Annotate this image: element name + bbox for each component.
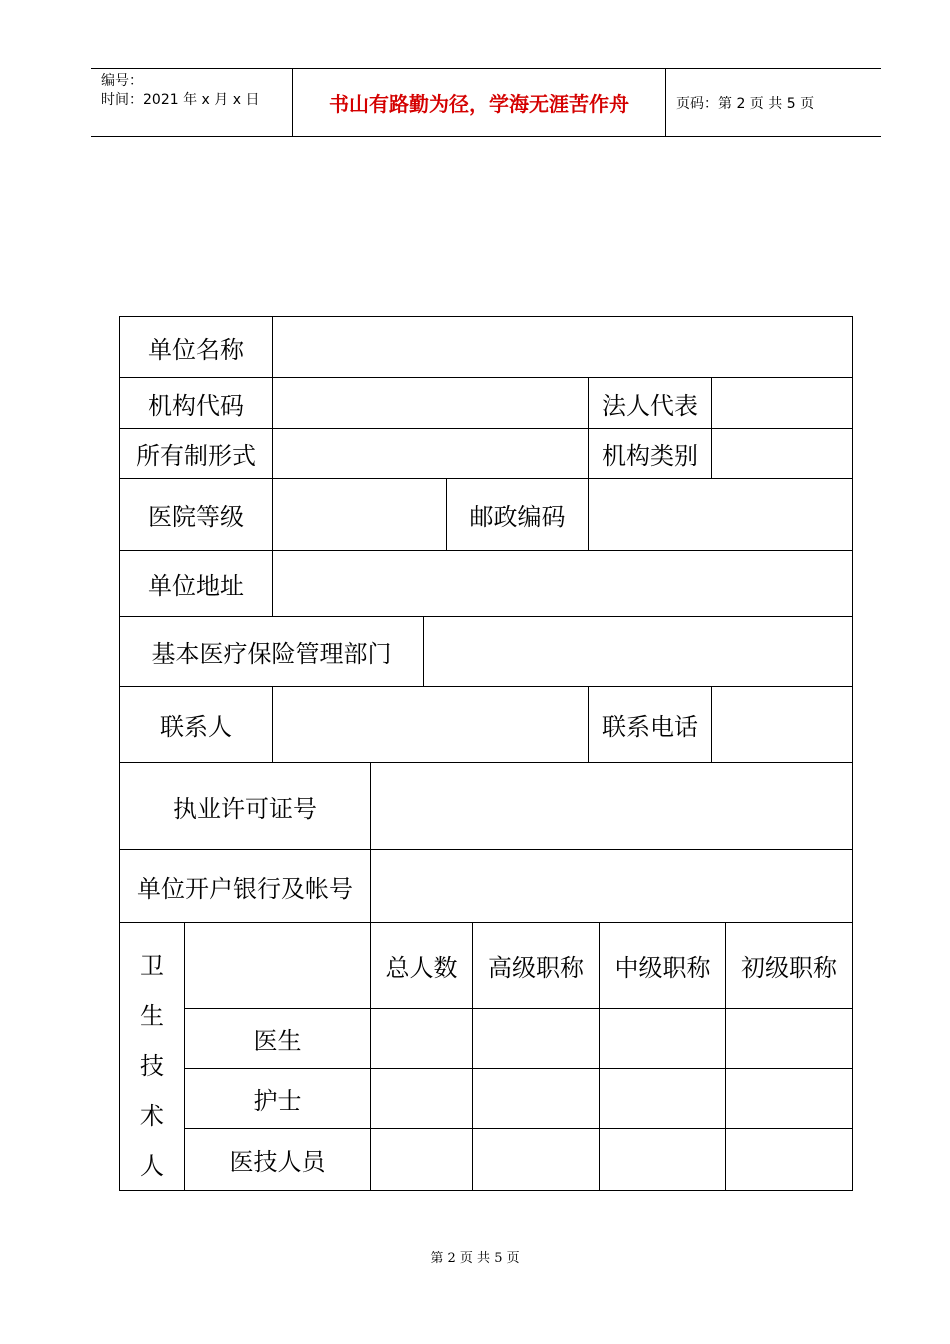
label-insurance-dept: 基本医疗保险管理部门: [120, 617, 424, 687]
field-medtech-senior[interactable]: [473, 1129, 600, 1191]
field-doctor-senior[interactable]: [473, 1009, 600, 1069]
label-ownership: 所有制形式: [120, 429, 273, 479]
label-hospital-grade: 医院等级: [120, 479, 273, 551]
staff-group-char: 术: [140, 1102, 164, 1130]
label-postal-code: 邮政编码: [447, 479, 589, 551]
row-label-doctor: 医生: [185, 1009, 371, 1069]
field-nurse-junior[interactable]: [726, 1069, 853, 1129]
field-license-no[interactable]: [371, 763, 853, 850]
label-staff-group: [120, 923, 185, 1191]
registration-form-table: [119, 316, 853, 1191]
label-bank-account: 单位开户银行及帐号: [120, 850, 371, 923]
label-unit-address: 单位地址: [120, 551, 273, 617]
header-page-number: 页码：第 2 页 共 5 页: [676, 96, 815, 112]
staff-header-blank: [185, 923, 371, 1009]
field-nurse-intermediate[interactable]: [600, 1069, 726, 1129]
field-org-type[interactable]: [712, 429, 853, 479]
header-bottom-rule: [91, 136, 881, 137]
field-doctor-junior[interactable]: [726, 1009, 853, 1069]
header-motto: 书山有路勤为径，学海无涯苦作舟: [329, 92, 629, 116]
field-nurse-senior[interactable]: [473, 1069, 600, 1129]
col-header-total: 总人数: [371, 923, 473, 1009]
label-org-code: 机构代码: [120, 378, 273, 429]
field-legal-rep[interactable]: [712, 378, 853, 429]
field-org-code[interactable]: [273, 378, 589, 429]
field-contact-phone[interactable]: [712, 687, 853, 763]
label-legal-rep: 法人代表: [589, 378, 712, 429]
col-header-intermediate: 中级职称: [600, 923, 726, 1009]
label-contact-person: 联系人: [120, 687, 273, 763]
label-org-type: 机构类别: [589, 429, 712, 479]
field-bank-account[interactable]: [371, 850, 853, 923]
footer-page-number: 第 2 页 共 5 页: [430, 1251, 520, 1266]
header-time: 时间：2021 年 x 月 x 日: [101, 92, 260, 108]
field-hospital-grade[interactable]: [273, 479, 447, 551]
field-unit-name[interactable]: [273, 317, 853, 378]
field-medtech-total[interactable]: [371, 1129, 473, 1191]
row-label-medtech: 医技人员: [185, 1129, 371, 1191]
header-divider-right: [665, 69, 666, 136]
staff-group-char: 人: [140, 1152, 164, 1180]
field-medtech-intermediate[interactable]: [600, 1129, 726, 1191]
col-header-junior: 初级职称: [726, 923, 853, 1009]
field-doctor-total[interactable]: [371, 1009, 473, 1069]
col-header-senior: 高级职称: [473, 923, 600, 1009]
field-nurse-total[interactable]: [371, 1069, 473, 1129]
field-doctor-intermediate[interactable]: [600, 1009, 726, 1069]
field-medtech-junior[interactable]: [726, 1129, 853, 1191]
label-license-no: 执业许可证号: [120, 763, 371, 850]
field-ownership[interactable]: [273, 429, 589, 479]
label-unit-name: 单位名称: [120, 317, 273, 378]
field-unit-address[interactable]: [273, 551, 853, 617]
staff-group-char: 技: [140, 1052, 164, 1080]
row-label-nurse: 护士: [185, 1069, 371, 1129]
header-serial: 编号：: [101, 73, 143, 89]
field-insurance-dept[interactable]: [424, 617, 853, 687]
staff-group-char: 生: [140, 1002, 164, 1030]
field-postal-code[interactable]: [589, 479, 853, 551]
field-contact-person[interactable]: [273, 687, 589, 763]
label-contact-phone: 联系电话: [589, 687, 712, 763]
staff-group-char: 卫: [140, 952, 164, 980]
